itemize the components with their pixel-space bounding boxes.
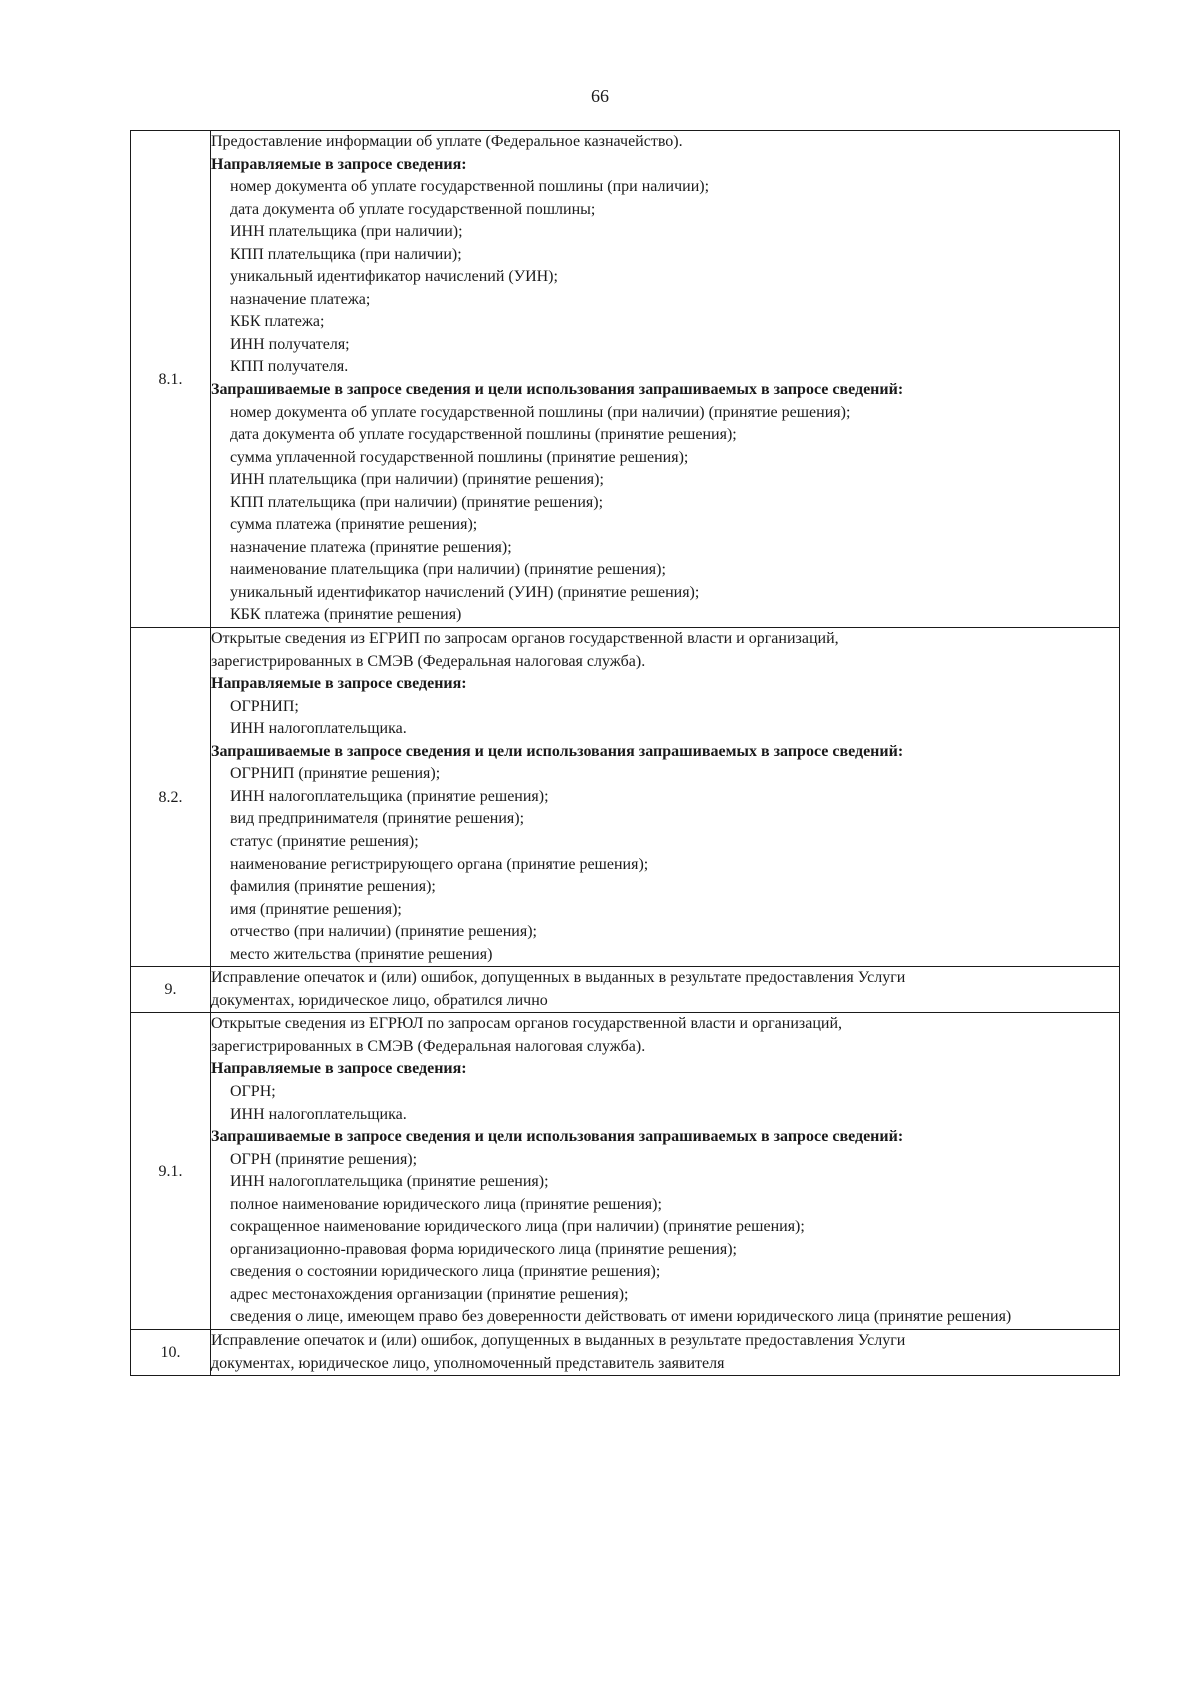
content-line: номер документа об уплате государственной пошлины (при наличии) (принятие решения); (230, 403, 851, 421)
section-heading: Направляемые в запросе сведения: (211, 675, 467, 693)
row-content-cell (211, 131, 1120, 628)
content-line: сумма платежа (принятие решения); (230, 516, 478, 534)
content-line: дата документа об уплате государственной пошлины; (230, 200, 596, 218)
content-line: Исправление опечаток и (или) ошибок, допущенных в выданных в результате предоставления Услуги (211, 969, 906, 987)
content-line: КБК платежа; (230, 313, 325, 331)
content-line: адрес местонахождения организации (принятие решения); (230, 1285, 629, 1303)
content-line: организационно-правовая форма юридического лица (принятие решения); (230, 1240, 737, 1258)
content-line: КПП получателя. (230, 358, 349, 376)
content-line: отчество (при наличии) (принятие решения); (230, 923, 537, 941)
section-heading: Направляемые в запросе сведения: (211, 155, 467, 173)
content-line: ИНН налогоплательщика. (230, 720, 407, 738)
services-table (130, 130, 1120, 1376)
content-line: сведения о лице, имеющем право без доверенности действовать от имени юридического лица (принятие решения) (230, 1308, 1012, 1326)
content-line: дата документа об уплате государственной пошлины (принятие решения); (230, 426, 737, 444)
table-row (131, 1013, 1120, 1330)
content-line: сумма уплаченной государственной пошлины (принятие решения); (230, 448, 689, 466)
content-line: уникальный идентификатор начислений (УИН); (230, 268, 558, 286)
row-content-cell (211, 1013, 1120, 1330)
content-line: Исправление опечаток и (или) ошибок, допущенных в выданных в результате предоставления Услуги (211, 1331, 906, 1349)
content-line: ИНН плательщика (при наличии) (принятие решения); (230, 471, 604, 489)
content-line: статус (принятие решения); (230, 832, 419, 850)
table-row (131, 1329, 1120, 1375)
content-line: зарегистрированных в СМЭВ (Федеральная налоговая служба). (211, 1037, 646, 1055)
page-number: 66 (591, 86, 609, 106)
content-line: назначение платежа; (230, 290, 371, 308)
content-line: полное наименование юридического лица (принятие решения); (230, 1195, 662, 1213)
content-line: наименование плательщика (при наличии) (принятие решения); (230, 561, 666, 579)
row-number-cell: 8.1. (131, 131, 211, 628)
content-line: ОГРН; (230, 1082, 276, 1100)
row-number-cell: 9. (131, 967, 211, 1013)
content-line: ОГРНИП (принятие решения); (230, 765, 441, 783)
section-heading: Запрашиваемые в запросе сведения и цели использования запрашиваемых в запросе сведений: (211, 742, 904, 760)
table-row (131, 967, 1120, 1013)
content-line: номер документа об уплате государственной пошлины (при наличии); (230, 178, 710, 196)
row-number-cell: 9.1. (131, 1013, 211, 1330)
row-number-cell: 10. (131, 1329, 211, 1375)
content-line: документах, юридическое лицо, уполномоченный представитель заявителя (211, 1354, 725, 1372)
table-body (131, 131, 1120, 1376)
content-line: ОГРН (принятие решения); (230, 1150, 418, 1168)
content-line: ИНН плательщика (при наличии); (230, 223, 463, 241)
content-line: назначение платежа (принятие решения); (230, 538, 512, 556)
row-content-cell (211, 1329, 1120, 1375)
row-number-cell: 8.2. (131, 628, 211, 967)
content-line: ИНН получателя; (230, 335, 350, 353)
content-line: место жительства (принятие решения) (230, 945, 493, 963)
content-line: сокращенное наименование юридического лица (при наличии) (принятие решения); (230, 1218, 805, 1236)
content-line: Открытые сведения из ЕГРЮЛ по запросам органов государственной власти и организаций, (211, 1015, 843, 1033)
content-line: имя (принятие решения); (230, 900, 402, 918)
content-line: ИНН налогоплательщика. (230, 1105, 407, 1123)
content-line: ОГРНИП; (230, 697, 299, 715)
content-line: КПП плательщика (при наличии); (230, 245, 462, 263)
section-heading: Запрашиваемые в запросе сведения и цели использования запрашиваемых в запросе сведений: (211, 381, 904, 399)
table-row (131, 628, 1120, 967)
content-line: документах, юридическое лицо, обратился лично (211, 991, 548, 1009)
row-content-cell (211, 628, 1120, 967)
row-content-cell (211, 967, 1120, 1013)
content-line: КПП плательщика (при наличии) (принятие решения); (230, 493, 604, 511)
content-line: наименование регистрирующего органа (принятие решения); (230, 855, 649, 873)
content-line: зарегистрированных в СМЭВ (Федеральная налоговая служба). (211, 652, 646, 670)
table-row (131, 131, 1120, 628)
section-heading: Направляемые в запросе сведения: (211, 1060, 467, 1078)
content-line: ИНН налогоплательщика (принятие решения); (230, 1173, 549, 1191)
content-line: Открытые сведения из ЕГРИП по запросам органов государственной власти и организаций, (211, 630, 839, 648)
content-line: фамилия (принятие решения); (230, 878, 436, 896)
content-line: уникальный идентификатор начислений (УИН) (принятие решения); (230, 583, 700, 601)
content-line: КБК платежа (принятие решения) (230, 606, 462, 624)
content-line: Предоставление информации об уплате (Федеральное казначейство). (211, 133, 683, 150)
content-line: вид предпринимателя (принятие решения); (230, 810, 525, 828)
content-line: сведения о состоянии юридического лица (принятие решения); (230, 1263, 661, 1281)
section-heading: Запрашиваемые в запросе сведения и цели использования запрашиваемых в запросе сведений: (211, 1128, 904, 1146)
content-line: ИНН налогоплательщика (принятие решения); (230, 787, 549, 805)
